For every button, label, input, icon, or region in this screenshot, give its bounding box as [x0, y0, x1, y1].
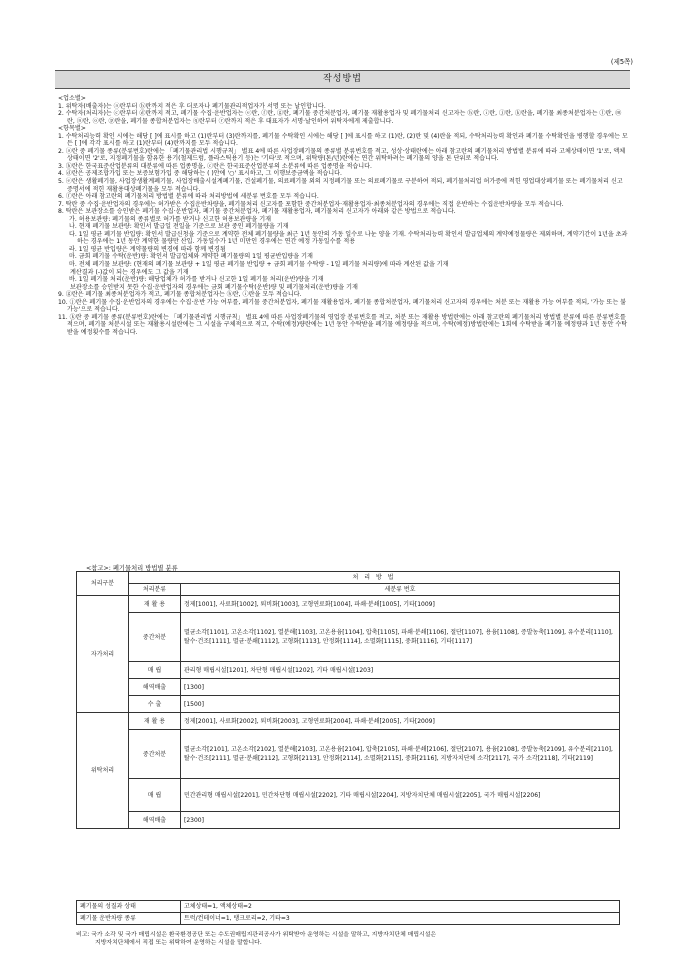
table-row [77, 596, 620, 613]
item-7: 7. 탁란 중 수집·운반업자의 경우에는 허가받은 수집운반차량을, 폐기물처리 신고자를 포함한 중간처분업자·재활용업자·최종처분업자의 경우에는 직접 운반하는 수집운반차량을 모두 적습니다. [58, 200, 564, 208]
item-8-sub: 보관장소를 승인받지 못한 수집·운반업자의 경우에는 금회 폐기물수탁(운반)량 및 폐기물처리(운반)량을 기재 [70, 283, 358, 291]
row-detail: 정제[2001], 사료화[2002], 퇴비화[2003], 고형연료화[2004], 파쇄·분쇄[2005], 기타[2009] [181, 713, 620, 730]
item-6: 6. ⓕ란은 아래 참고란의 폐기물처리 방법별 분류에 따라 처리방법에 세분류 번호를 모두 적습니다. [58, 193, 319, 201]
row-category: 수 출 [129, 696, 181, 713]
item-9: 9. ⓖ란은 폐기물 최종처분업자가 적고, 폐기물 종합처분업자는 ⓗ란, ⓘ란을 모두 적습니다. [58, 291, 302, 299]
table-row [77, 779, 620, 812]
item-8-sub: 바. 1일 폐기물 처리(운반)량: 해당업체가 허가를 받거나 신고한 1일 폐기물 처리(운반)량을 기재 [69, 276, 324, 284]
common-item: 2. 수탁자(처리자)는 ⓒ란부터 ⓓ란까지 적고, 폐기물 수집·운반업자는 ⓔ란, ⓕ란, ⓖ란, 폐기물 중간처분업자, 폐기물 재활용업자 및 폐기물처리 신고자는 ⓗ란, ⓘ란, ⓙ란, ⓚ란을, 폐기물 최종처분업자는 ⓛ란, ⓜ란, ⓝ란, ⓞ란, ⓟ란을, 폐기물 종합처분업자는 ⓠ란부터 ⓡ란까지 적은 후 대표자가 서명·날인하여 위탁자에게 제출합니다. [58, 110, 622, 125]
table-row [77, 730, 620, 779]
remarks-note [76, 932, 624, 947]
group-outsourced: 위탁처리 [77, 713, 129, 829]
remarks-line: 지방자치단체에서 직접 또는 위탁하여 운영하는 시설을 말합니다. [95, 939, 262, 946]
row-category: 해역배출 [129, 812, 181, 829]
row-detail: 멸균소각[2101], 고온소각[2102], 열분해[2103], 고온용융[2104], 압축[2105], 파쇄·분쇄[2106], 절단[2107], 용융[2108], 증발농축[2109], 유수분리[2110], 탈수·건조[2111], 멸균·분쇄[2112], 고형화[2113], 안정화[2114], 소멸화[2115], 중화[2116], 지방자치단체 소각[2117], 국가 소각[2118], 기타[2119] [181, 730, 620, 779]
table-row [77, 679, 620, 696]
item-5: 5. ⓔ란은 생활폐기물, 사업장생활계폐기물, 사업장배출시설계폐기물, 건설폐기물, 의료폐기물 외의 지정폐기물 또는 의료폐기물로 구분하여 적되, 폐기물처리업 허가증에 적힌 영업대상폐기물 또는 폐기물처리 신고증명서에 적힌 재활용대상폐기물을 모두 적습니다. [58, 178, 623, 193]
item-8-sub: 가. 허용보관량: 폐기물의 종류별로 허가를 받거나 신고한 허용보관량을 기재 [69, 215, 271, 223]
row-detail: 관리형 매립시설[1201], 차단형 매립시설[1202], 기타 매립시설[1203] [181, 662, 620, 679]
item-8-sub: 마. 전체 폐기물 보관량: (현재의 폐기물 보관량 + 1일 평균 폐기물 반입량 + 금회 폐기물 수탁량 - 1일 폐기물 처리량)에 따라 계산된 값을 기재 [69, 261, 449, 269]
item-8-sub: 다. 1일 평균 폐기물 반입량: 확인서 발급신청을 기준으로 계약한 전체 폐기물량을 최근 1년 동안의 가동 일수로 나눈 양을 기재. 수탁처리능력 확인서 발급업체의 계약예정물량은 제외하며, 계약기간이 1년을 초과하는 경우에는 1년 동안 계약한 물량만 산입. 가동일수가 1년 미만인 경우에는 연간 예정 가동일수를 적용 [69, 230, 628, 246]
item-3: 3. ⓑ란은 한국표준산업분류의 대분류에 따른 업종명을, ⓒ란은 한국표준산업분류의 소분류에 따른 업종명을 적습니다. [58, 162, 372, 170]
table-row [77, 662, 620, 679]
table-subheader-row [77, 584, 620, 596]
row-detail: 정제[1001], 사료화[1002], 퇴비화[1003], 고형연료화[1004], 파쇄·분쇄[1005], 기타[1009] [181, 596, 620, 613]
header-group: 처리구분 [77, 572, 129, 596]
item-8-sub: 나. 현재 폐기물 보관량: 확인서 발급일 전일을 기준으로 보관 중인 폐기물량을 기재 [69, 223, 289, 231]
table-row [77, 713, 620, 730]
table-row [77, 901, 620, 913]
row-category: 중간처분 [129, 730, 181, 779]
row-category: 재 활 용 [129, 596, 181, 613]
item-4: 4. ⓓ란은 공제조합가입 또는 보증보험가입 중 해당하는 ( )안에 '○' 표시하고, 그 이행보증금액을 적습니다. [58, 170, 342, 178]
page-number: (제5쪽) [610, 58, 633, 66]
state-code-table [76, 900, 620, 925]
state-label: 폐기물 운반차량 종류 [77, 913, 181, 925]
item-8-sub: 마. 금회 폐기물 수탁(운반)량: 확인서 발급업체와 계약한 폐기물량의 1일 평균반입량을 기재 [69, 253, 313, 261]
page-title: 작성방법 [55, 70, 630, 89]
table-header-row [77, 572, 620, 584]
row-category: 해역배출 [129, 679, 181, 696]
instructions-body [58, 95, 628, 337]
row-category: 매 립 [129, 779, 181, 812]
common-heading: <업소별> [58, 95, 86, 102]
item-8-sub: 계산결과 (-)값이 되는 경우에도 그 값을 기재 [70, 268, 189, 276]
item-11: 11. ⓚ란 중 폐기물 종류(분류번호)란에는 「폐기물관리법 시행규칙」 별표 4에 따른 사업장폐기물의 영업장 분류번호를 적고, 처분 또는 재활용 방법란에는 아래 참고란의 폐기물처리 방법별 분류에 따른 분류번호를 적으며, 폐기물 처분시설 또는 재활용시설란에는 그 시설을 구체적으로 적고, 수탁(예정)량란에는 1년 동안 수탁받을 폐기물 예정량을 적으며, 수탁(예정)방법란에는 1회에 수탁받을 폐기물 예정량과 1년 동안 수탁받을 예정횟수를 적습니다. [58, 313, 628, 336]
state-value: 트럭/컨테이너=1, 탱크로리=2, 기타=3 [181, 913, 620, 925]
header-method: 처 리 방 법 [129, 572, 620, 584]
row-detail: 멸균소각[1101], 고온소각[1102], 열분해[1103], 고온용융[1104], 압축[1105], 파쇄·분쇄[1106], 절단[1107], 용융[1108], 증발농축[1109], 유수분리[1110], 탈수·건조[1111], 멸균·분쇄[1112], 고형화[1113], 안정화[1114], 소멸화[1115], 중화[1116], 기타[1117] [181, 613, 620, 662]
common-item: 1. 위탁자(배출자)는 ⓐ란부터 ⓑ란까지 적은 후 더로자나 폐기물관리적업자가 서명 또는 날인합니다. [58, 102, 326, 110]
state-label: 폐기물의 성질과 상태 [77, 901, 181, 913]
row-category: 중간처분 [129, 613, 181, 662]
item-8-sub: 라. 1일 평균 반입량은 계약물량의 변경에 따라 함께 변경됨 [69, 245, 226, 253]
row-detail: 민간관리형 매립시설[2201], 민간차단형 매립시설[2202], 기타 매립시설[2204], 지방자치단체 매립시설[2205], 국가 매립시설[2206] [181, 779, 620, 812]
group-self: 자가처리 [77, 596, 129, 713]
item-2: 2. ⓐ란 중 폐기물 종류(분류번호)란에는 「폐기물관리법 시행규칙」 별표 4에 따른 사업장폐기물의 종류별 분류번호를 적고, 성상·상태란에는 아래 참고란의 폐기물처리 방법별 분류에 따라 고체상태이면 '1'로, 액체상태이면 '2'로, 지정폐기물을 함유한 용기(철제드럼, 플라스틱용기 등)는 '기타'로 적으며, 위탁량(톤/년)란에는 연간 위탁하려는 폐기물의 양을 톤 단위로 적습니다. [58, 147, 626, 163]
item-1: 1. 수탁처리능력 확인 시에는 해당 [ ]에 표시를 하고 (1)란부터 (3)란까지를, 폐기물 수탁확인 시에는 해당 [ ]에 표시를 하고 (1)란, (2)란 및 (4)란을 적되, 수탁처리능력 확인과 폐기물 수탁확인을 병행할 경우에는 모든 [ ]에 각각 표시를 하고 (1)란부터 (4)란까지를 모두 적습니다. [58, 132, 628, 148]
table-row [77, 913, 620, 925]
row-category: 매 립 [129, 662, 181, 679]
item-10: 10. ⓙ란은 폐기물 수집·운반업자의 경우에는 수집·운반 가능 여부를, 폐기물 중간처분업자, 폐기물 재활용업자, 폐기물 종합처분업자, 폐기물처리 신고자의 경우에는 처분 또는 재활용 가능 여부를 적되, '가능 또는 불가능'으로 적습니다. [58, 298, 627, 314]
row-detail: [1300] [181, 679, 620, 696]
header-detail: 세분류 번호 [181, 584, 620, 596]
table-row [77, 812, 620, 829]
row-category: 재 활 용 [129, 713, 181, 730]
table-row [77, 696, 620, 713]
header-sub: 처리분류 [129, 584, 181, 596]
method-classification-table [76, 571, 620, 829]
item-8: 8. 탁란은 보관장소를 승인받은 폐기물 수집·운반업자, 폐기물 중간처분업자, 폐기물 재활용업자, 폐기물처리 신고자가 아래와 같은 방법으로 적습니다. [58, 208, 456, 216]
row-detail: [1500] [181, 696, 620, 713]
table-row [77, 613, 620, 662]
reference-caption: <참고>: 폐기물처리 방법별 분류 [86, 565, 178, 572]
remarks-line: 비고: 국가 소각 및 국가 매립시설은 환국환경공단 또는 수도권매립지관리공사가 위탁받아 운영하는 시설을 말하고, 지방자치단체 매립시설은 [76, 932, 437, 938]
by-item-heading: <항목별> [58, 125, 86, 133]
state-value: 고체상태=1, 액체상태=2 [181, 901, 620, 913]
row-detail: [2300] [181, 812, 620, 829]
